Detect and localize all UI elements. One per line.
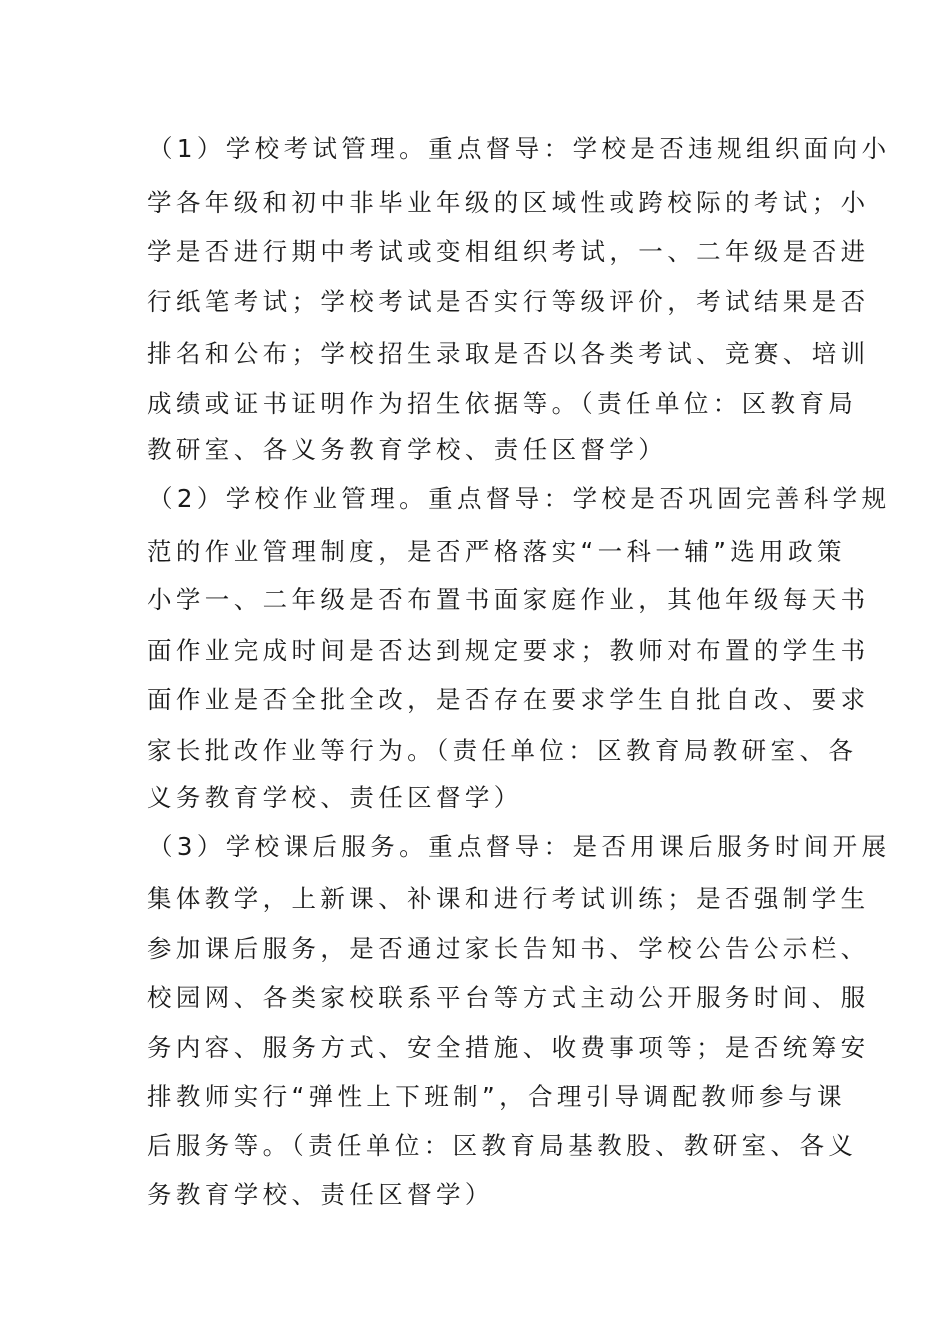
text-line: 行纸笔考试；学校考试是否实行等级评价，考试结果是否: [147, 287, 870, 316]
text-line: 面作业是否全批全改，是否存在要求学生自批自改、要求: [147, 685, 870, 714]
text-line: 务教育学校、责任区督学）: [147, 1180, 494, 1209]
text-line: 后服务等。（责任单位：区教育局基教股、教研室、各义: [147, 1131, 858, 1160]
text-line: 义务教育学校、责任区督学）: [147, 783, 523, 812]
text-line: 成绩或证书证明作为招生依据等。（责任单位：区教育局: [147, 389, 858, 418]
text-line: 务内容、服务方式、安全措施、收费事项等；是否统筹安: [147, 1033, 870, 1062]
text-line: （3）学校课后服务。重点督导：是否用课后服务时间开展: [148, 832, 891, 861]
text-line: 家长批改作业等行为。（责任单位：区教育局教研室、各: [147, 736, 858, 765]
text-line: 学各年级和初中非毕业年级的区域性或跨校际的考试；小: [147, 188, 870, 217]
text-line: 面作业完成时间是否达到规定要求；教师对布置的学生书: [147, 636, 870, 665]
text-line: （1）学校考试管理。重点督导：学校是否违规组织面向小: [148, 134, 891, 163]
text-line: （2）学校作业管理。重点督导：学校是否巩固完善科学规: [148, 484, 891, 513]
text-line: 学是否进行期中考试或变相组织考试，一、二年级是否进: [147, 237, 870, 266]
text-line: 范的作业管理制度，是否严格落实“一科一辅”选用政策: [147, 537, 846, 566]
text-line: 参加课后服务，是否通过家长告知书、学校公告公示栏、: [147, 934, 870, 963]
text-line: 集体教学，上新课、补课和进行考试训练；是否强制学生: [147, 884, 870, 913]
text-line: 排教师实行“弹性上下班制”，合理引导调配教师参与课: [147, 1082, 846, 1111]
text-line: 教研室、各义务教育学校、责任区督学）: [147, 435, 668, 464]
text-line: 排名和公布；学校招生录取是否以各类考试、竞赛、培训: [147, 339, 870, 368]
text-line: 小学一、二年级是否布置书面家庭作业，其他年级每天书: [147, 585, 870, 614]
text-line: 校园网、各类家校联系平台等方式主动公开服务时间、服: [147, 983, 870, 1012]
